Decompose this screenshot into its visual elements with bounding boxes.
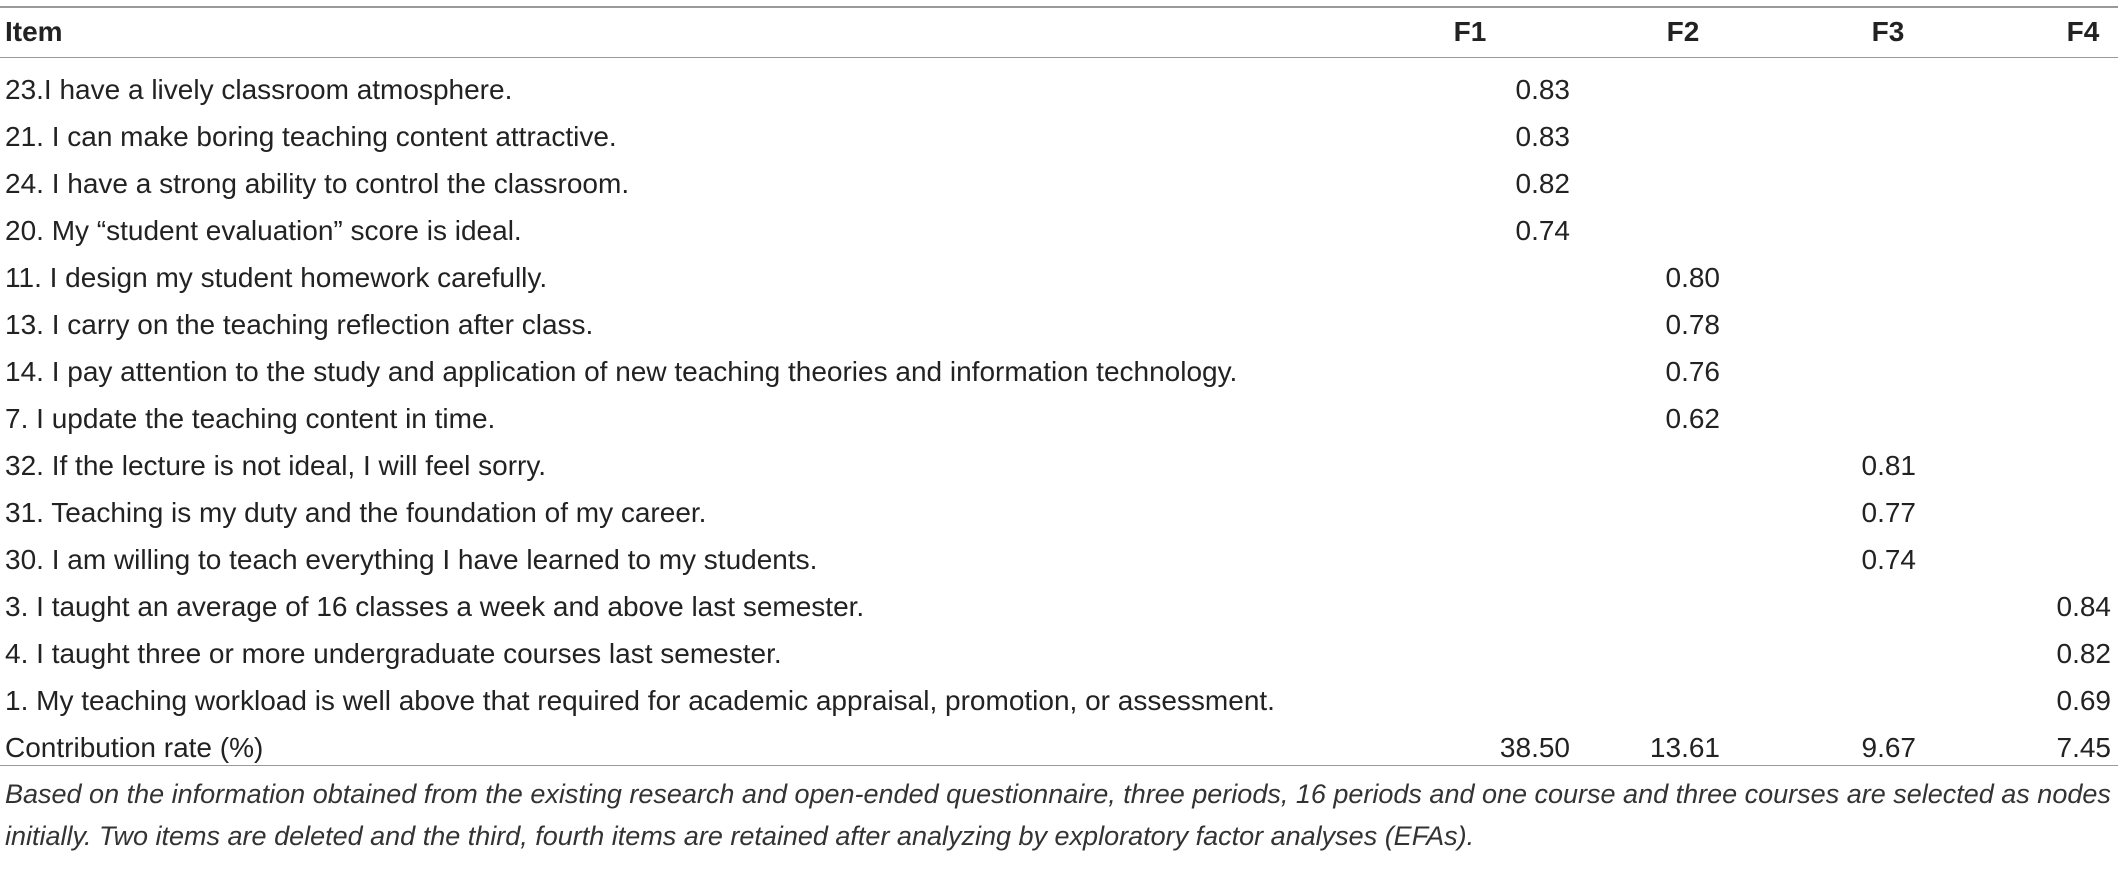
f3-cell <box>1716 677 1916 724</box>
f3-cell <box>1716 583 1916 630</box>
header-f4: F4 <box>2066 16 2100 47</box>
table-row <box>0 489 2118 536</box>
bottom-rule <box>0 765 2118 766</box>
f3-cell <box>1716 66 1916 113</box>
item-cell: 23.I have a lively classroom atmosphere. <box>5 74 513 105</box>
item-cell: 7. I update the teaching content in time. <box>5 403 496 434</box>
f1-cell: 0.82 <box>1515 168 1570 199</box>
f2-cell <box>1520 160 1720 207</box>
f2-cell: 13.61 <box>1649 732 1720 763</box>
item-cell: Contribution rate (%) <box>5 732 264 763</box>
table-row <box>0 583 2118 630</box>
f4-cell <box>1911 489 2111 536</box>
contribution-row <box>0 724 2118 771</box>
f4-cell <box>1911 301 2111 348</box>
f2-cell: 0.78 <box>1665 309 1720 340</box>
f3-cell: 0.77 <box>1861 497 1916 528</box>
f2-cell <box>1520 113 1720 160</box>
f1-cell: 0.74 <box>1515 215 1570 246</box>
table-row <box>0 630 2118 677</box>
f3-cell <box>1716 395 1916 442</box>
f3-cell <box>1716 630 1916 677</box>
f4-cell <box>1911 207 2111 254</box>
item-cell: 20. My “student evaluation” score is ideal. <box>5 215 522 246</box>
table-row <box>0 207 2118 254</box>
header-row <box>0 8 2118 55</box>
table-footnote: Based on the information obtained from the existing research and open-ended questionnaire, three periods, 16 periods and one course and three courses are selected as nodes initially. Two items are deleted and the third, fourth items are retained after analyzing by exploratory factor analyses (EFAs). <box>5 779 2111 851</box>
table-row <box>0 536 2118 583</box>
table-row <box>0 113 2118 160</box>
f2-cell: 0.62 <box>1665 403 1720 434</box>
f3-cell <box>1716 254 1916 301</box>
f2-cell <box>1520 630 1720 677</box>
f1-cell: 0.83 <box>1515 74 1570 105</box>
table-row <box>0 301 2118 348</box>
header-f3: F3 <box>1871 16 1905 47</box>
item-cell: 24. I have a strong ability to control the classroom. <box>5 168 630 199</box>
f4-cell: 7.45 <box>2056 732 2111 763</box>
f2-cell <box>1520 66 1720 113</box>
item-cell: 21. I can make boring teaching content attractive. <box>5 121 617 152</box>
f2-cell: 0.76 <box>1665 356 1720 387</box>
f3-cell: 0.81 <box>1861 450 1916 481</box>
f3-cell <box>1716 207 1916 254</box>
table-row <box>0 442 2118 489</box>
f4-cell: 0.69 <box>2056 685 2111 716</box>
f1-cell: 38.50 <box>1499 732 1570 763</box>
f4-cell <box>1911 66 2111 113</box>
f4-cell <box>1911 254 2111 301</box>
f2-cell: 0.80 <box>1665 262 1720 293</box>
header-rule <box>0 57 2118 58</box>
f4-cell <box>1911 113 2111 160</box>
item-cell: 4. I taught three or more undergraduate courses last semester. <box>5 638 782 669</box>
item-cell: 11. I design my student homework carefully. <box>5 262 548 293</box>
f3-cell <box>1716 113 1916 160</box>
f4-cell <box>1911 395 2111 442</box>
f4-cell <box>1911 160 2111 207</box>
f2-cell <box>1520 536 1720 583</box>
item-cell: 30. I am willing to teach everything I have learned to my students. <box>5 544 818 575</box>
f2-cell <box>1520 207 1720 254</box>
f2-cell <box>1520 677 1720 724</box>
f4-cell: 0.84 <box>2056 591 2111 622</box>
item-cell: 14. I pay attention to the study and application of new teaching theories and information technology. <box>5 356 1238 387</box>
table-row <box>0 160 2118 207</box>
f3-cell: 0.74 <box>1861 544 1916 575</box>
f4-cell <box>1911 442 2111 489</box>
header-f2: F2 <box>1666 16 1700 47</box>
f4-cell <box>1911 348 2111 395</box>
table-row <box>0 254 2118 301</box>
f4-cell <box>1911 536 2111 583</box>
item-cell: 13. I carry on the teaching reflection after class. <box>5 309 594 340</box>
item-cell: 1. My teaching workload is well above that required for academic appraisal, promotion, or assessment. <box>5 685 1275 716</box>
f2-cell <box>1520 442 1720 489</box>
header-item: Item <box>5 16 63 47</box>
table-row <box>0 66 2118 113</box>
table-row <box>0 677 2118 724</box>
table-row <box>0 395 2118 442</box>
f3-cell <box>1716 160 1916 207</box>
f4-cell: 0.82 <box>2056 638 2111 669</box>
item-cell: 3. I taught an average of 16 classes a week and above last semester. <box>5 591 865 622</box>
f2-cell <box>1520 583 1720 630</box>
f1-cell: 0.83 <box>1515 121 1570 152</box>
item-cell: 31. Teaching is my duty and the foundation of my career. <box>5 497 707 528</box>
f2-cell <box>1520 489 1720 536</box>
table-row <box>0 348 2118 395</box>
f3-cell: 9.67 <box>1861 732 1916 763</box>
f3-cell <box>1716 348 1916 395</box>
f3-cell <box>1716 301 1916 348</box>
item-cell: 32. If the lecture is not ideal, I will feel sorry. <box>5 450 547 481</box>
header-f1: F1 <box>1453 16 1487 47</box>
